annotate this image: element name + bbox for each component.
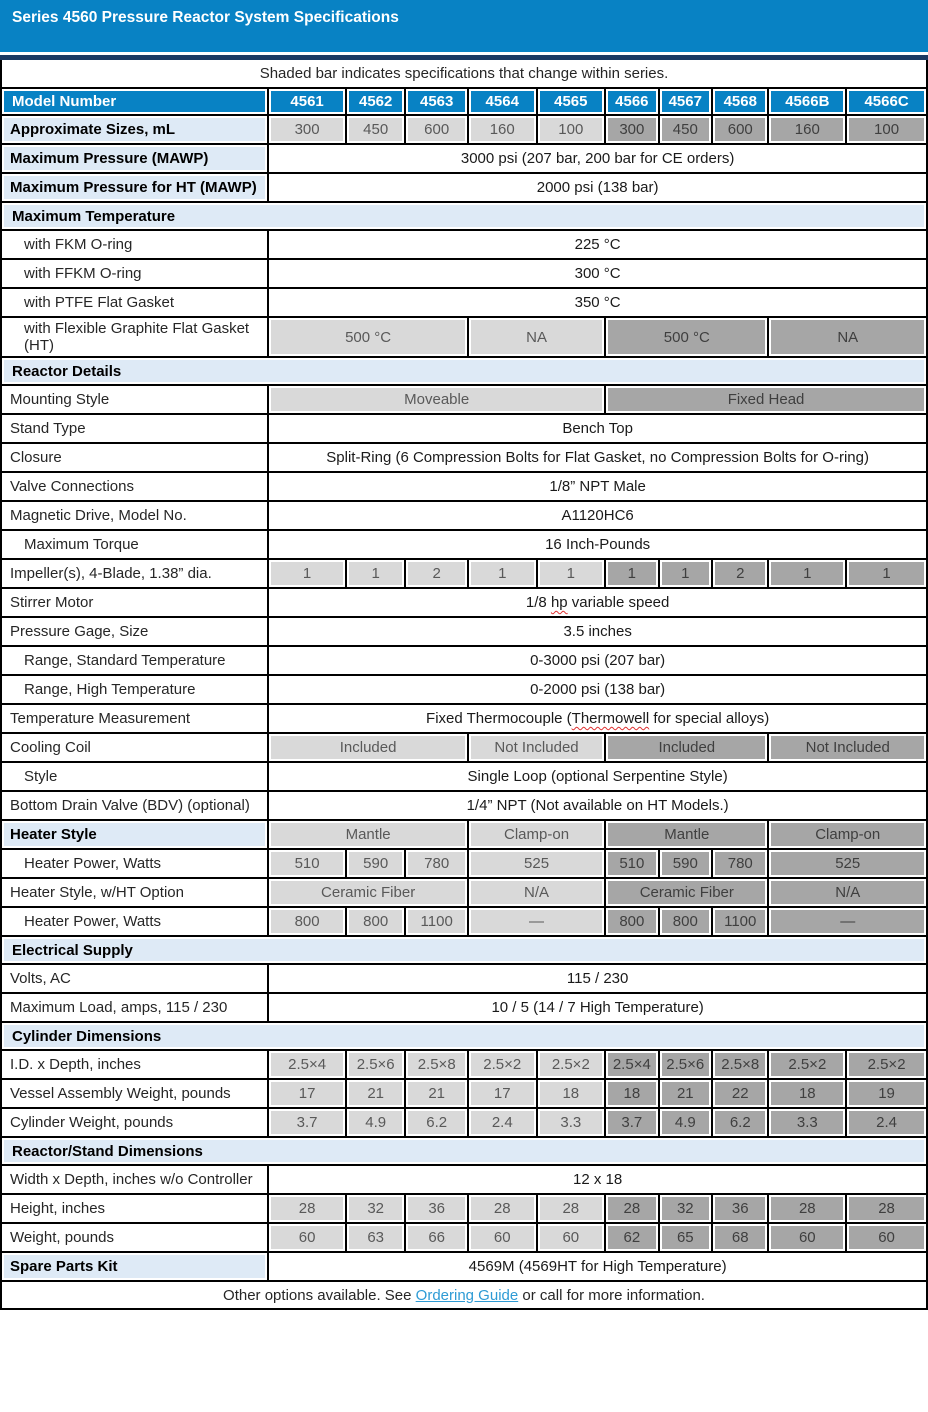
spec-row [1, 849, 927, 878]
model-column-header: 4565 [537, 88, 606, 115]
value-cell: 1/8” NPT Male [268, 472, 927, 501]
value-cell: 160 [768, 115, 846, 144]
section-header: Reactor Details [1, 357, 927, 385]
value-cell: 10 / 5 (14 / 7 High Temperature) [268, 993, 927, 1022]
spec-row [1, 878, 927, 907]
value-cell: — [768, 907, 927, 936]
model-column-header: 4568 [712, 88, 768, 115]
value-cell: 1/4” NPT (Not available on HT Models.) [268, 791, 927, 820]
value-cell: Clamp-on [468, 820, 605, 849]
value-cell: 4.9 [659, 1108, 712, 1137]
model-column-header: 4566B [768, 88, 846, 115]
spec-row [1, 762, 927, 791]
value-cell: 100 [537, 115, 606, 144]
spec-row [1, 230, 927, 259]
spec-row [1, 1194, 927, 1223]
spec-row [1, 1050, 927, 1079]
value-cell: NA [768, 317, 927, 357]
spec-row [1, 993, 927, 1022]
spec-row [1, 907, 927, 936]
row-label: Cylinder Weight, pounds [1, 1108, 268, 1137]
value-cell: 1 [346, 559, 406, 588]
value-cell: 2.4 [846, 1108, 927, 1137]
spec-row [1, 414, 927, 443]
model-column-header: 4561 [268, 88, 346, 115]
value-cell: 500 °C [605, 317, 768, 357]
value-cell: 100 [846, 115, 927, 144]
row-label: Height, inches [1, 1194, 268, 1223]
value-cell: 32 [346, 1194, 406, 1223]
section-row [1, 202, 927, 230]
specifications-table [0, 60, 928, 1310]
value-cell: 1 [605, 559, 658, 588]
value-cell: 300 °C [268, 259, 927, 288]
value-cell: 16 Inch-Pounds [268, 530, 927, 559]
row-label: Bottom Drain Valve (BDV) (optional) [1, 791, 268, 820]
value-cell: 1 [768, 559, 846, 588]
value-cell: 800 [268, 907, 346, 936]
value-cell: 2 [712, 559, 768, 588]
footer-note [1, 1281, 927, 1309]
row-label: Heater Power, Watts [1, 907, 268, 936]
value-cell: Fixed Head [605, 385, 927, 414]
value-cell: 1100 [405, 907, 468, 936]
spec-row [1, 115, 927, 144]
spec-row [1, 501, 927, 530]
value-cell: 18 [768, 1079, 846, 1108]
model-number-header: Model Number [1, 88, 268, 115]
row-label: Cooling Coil [1, 733, 268, 762]
spec-row [1, 317, 927, 357]
spec-row [1, 559, 927, 588]
value-cell: 17 [268, 1079, 346, 1108]
row-label: Mounting Style [1, 385, 268, 414]
row-label: with Flexible Graphite Flat Gasket (HT) [1, 317, 268, 357]
value-cell: 60 [468, 1223, 537, 1252]
value-cell: 450 [346, 115, 406, 144]
value-cell: 2.5×2 [537, 1050, 606, 1079]
value-cell: 21 [346, 1079, 406, 1108]
value-cell: 2.5×4 [268, 1050, 346, 1079]
row-label: Maximum Pressure for HT (MAWP) [1, 173, 268, 202]
row-label: Weight, pounds [1, 1223, 268, 1252]
value-cell: 2.5×6 [346, 1050, 406, 1079]
value-cell: 1/8 hp variable speed [268, 588, 927, 617]
model-column-header: 4567 [659, 88, 712, 115]
spec-row [1, 173, 927, 202]
value-cell: 28 [846, 1194, 927, 1223]
value-cell: 780 [405, 849, 468, 878]
row-label: with PTFE Flat Gasket [1, 288, 268, 317]
value-cell: 66 [405, 1223, 468, 1252]
row-label: Range, Standard Temperature [1, 646, 268, 675]
value-cell: Mantle [268, 820, 468, 849]
row-label: Heater Style, w/HT Option [1, 878, 268, 907]
value-cell: A1120HC6 [268, 501, 927, 530]
value-cell: Bench Top [268, 414, 927, 443]
row-label: Style [1, 762, 268, 791]
footer-row [1, 1281, 927, 1309]
spec-row [1, 288, 927, 317]
value-cell: Single Loop (optional Serpentine Style) [268, 762, 927, 791]
section-header: Electrical Supply [1, 936, 927, 964]
value-cell: 62 [605, 1223, 658, 1252]
value-cell: Included [268, 733, 468, 762]
value-cell: 800 [346, 907, 406, 936]
section-row [1, 357, 927, 385]
spec-row [1, 1165, 927, 1194]
value-cell: 1 [846, 559, 927, 588]
model-column-header: 4564 [468, 88, 537, 115]
spec-row [1, 144, 927, 173]
value-cell: 590 [346, 849, 406, 878]
row-label: Approximate Sizes, mL [1, 115, 268, 144]
value-cell: Not Included [468, 733, 605, 762]
value-cell: 1100 [712, 907, 768, 936]
value-cell: 0-3000 psi (207 bar) [268, 646, 927, 675]
row-label: Heater Power, Watts [1, 849, 268, 878]
value-cell: 225 °C [268, 230, 927, 259]
value-cell: 300 [605, 115, 658, 144]
value-cell: 800 [659, 907, 712, 936]
value-cell: 600 [405, 115, 468, 144]
value-cell: 590 [659, 849, 712, 878]
value-cell: 450 [659, 115, 712, 144]
value-cell: 68 [712, 1223, 768, 1252]
value-cell: 4569M (4569HT for High Temperature) [268, 1252, 927, 1281]
value-cell: 28 [468, 1194, 537, 1223]
value-cell: 6.2 [405, 1108, 468, 1137]
row-label: Volts, AC [1, 964, 268, 993]
value-cell: 115 / 230 [268, 964, 927, 993]
value-cell: 510 [268, 849, 346, 878]
section-row [1, 1137, 927, 1165]
section-row [1, 936, 927, 964]
spellcheck-squiggle: hp [550, 594, 568, 611]
value-cell: 2.5×2 [768, 1050, 846, 1079]
row-label: Maximum Load, amps, 115 / 230 [1, 993, 268, 1022]
section-header: Maximum Temperature [1, 202, 927, 230]
value-cell: 12 x 18 [268, 1165, 927, 1194]
value-cell: 1 [268, 559, 346, 588]
row-label: Width x Depth, inches w/o Controller [1, 1165, 268, 1194]
value-cell: 63 [346, 1223, 406, 1252]
spec-row [1, 733, 927, 762]
value-cell: 600 [712, 115, 768, 144]
ordering-guide-link[interactable]: Ordering Guide [415, 1286, 519, 1304]
value-cell: 1 [468, 559, 537, 588]
row-label: Closure [1, 443, 268, 472]
value-cell: 3000 psi (207 bar, 200 bar for CE orders) [268, 144, 927, 173]
shaded-bar-note: Shaded bar indicates specifications that change within series. [1, 60, 927, 88]
value-cell: 2.5×8 [405, 1050, 468, 1079]
value-cell: 4.9 [346, 1108, 406, 1137]
value-cell: 2.4 [468, 1108, 537, 1137]
value-cell: 28 [605, 1194, 658, 1223]
document-title-bar [0, 0, 928, 52]
value-cell: — [468, 907, 605, 936]
model-column-header: 4562 [346, 88, 406, 115]
value-cell: Included [605, 733, 768, 762]
value-cell: Ceramic Fiber [268, 878, 468, 907]
spec-row [1, 588, 927, 617]
value-cell: 22 [712, 1079, 768, 1108]
row-label: I.D. x Depth, inches [1, 1050, 268, 1079]
section-row [1, 1022, 927, 1050]
value-cell: 0-2000 psi (138 bar) [268, 675, 927, 704]
value-cell: 2.5×2 [846, 1050, 927, 1079]
value-cell: 65 [659, 1223, 712, 1252]
spec-row [1, 1223, 927, 1252]
value-cell: 2.5×2 [468, 1050, 537, 1079]
footer-text-post: or call for more information. [518, 1286, 705, 1304]
model-column-header: 4563 [405, 88, 468, 115]
value-cell: N/A [768, 878, 927, 907]
value-cell: 60 [537, 1223, 606, 1252]
row-label: Stand Type [1, 414, 268, 443]
spec-row [1, 646, 927, 675]
value-cell: Mantle [605, 820, 768, 849]
spellcheck-squiggle: Thermowell [571, 710, 650, 727]
value-cell: Ceramic Fiber [605, 878, 768, 907]
spec-row [1, 820, 927, 849]
value-cell: 160 [468, 115, 537, 144]
row-label: Maximum Torque [1, 530, 268, 559]
spec-row [1, 259, 927, 288]
value-cell: 3.7 [605, 1108, 658, 1137]
spec-row [1, 1108, 927, 1137]
value-cell: Fixed Thermocouple (Thermowell for special alloys) [268, 704, 927, 733]
spec-row [1, 1252, 927, 1281]
row-label: Pressure Gage, Size [1, 617, 268, 646]
spec-row [1, 1079, 927, 1108]
value-cell: 6.2 [712, 1108, 768, 1137]
spec-row [1, 964, 927, 993]
value-cell: NA [468, 317, 605, 357]
value-cell: 500 °C [268, 317, 468, 357]
value-cell: 525 [768, 849, 927, 878]
value-cell: 28 [768, 1194, 846, 1223]
model-column-header: 4566 [605, 88, 658, 115]
row-label: Impeller(s), 4-Blade, 1.38” dia. [1, 559, 268, 588]
value-cell: Split-Ring (6 Compression Bolts for Flat Gasket, no Compression Bolts for O-ring) [268, 443, 927, 472]
value-cell: 780 [712, 849, 768, 878]
section-header: Cylinder Dimensions [1, 1022, 927, 1050]
row-label: Heater Style [1, 820, 268, 849]
value-cell: 2.5×6 [659, 1050, 712, 1079]
value-cell: 18 [605, 1079, 658, 1108]
row-label: Vessel Assembly Weight, pounds [1, 1079, 268, 1108]
value-cell: Clamp-on [768, 820, 927, 849]
page-title: Series 4560 Pressure Reactor System Specifications [12, 9, 399, 26]
value-cell: 800 [605, 907, 658, 936]
value-cell: Moveable [268, 385, 605, 414]
row-label: Range, High Temperature [1, 675, 268, 704]
value-cell: 36 [405, 1194, 468, 1223]
value-cell: 3.7 [268, 1108, 346, 1137]
value-cell: 21 [405, 1079, 468, 1108]
value-cell: 3.5 inches [268, 617, 927, 646]
spec-row [1, 443, 927, 472]
model-column-header: 4566C [846, 88, 927, 115]
value-cell: 300 [268, 115, 346, 144]
value-cell: 1 [659, 559, 712, 588]
value-cell: 18 [537, 1079, 606, 1108]
value-cell: N/A [468, 878, 605, 907]
value-cell: 21 [659, 1079, 712, 1108]
value-cell: 60 [268, 1223, 346, 1252]
row-label: Maximum Pressure (MAWP) [1, 144, 268, 173]
spec-row [1, 617, 927, 646]
value-cell: Not Included [768, 733, 927, 762]
spec-row [1, 704, 927, 733]
section-header: Reactor/Stand Dimensions [1, 1137, 927, 1165]
spec-row [1, 385, 927, 414]
value-cell: 28 [268, 1194, 346, 1223]
row-label: with FFKM O-ring [1, 259, 268, 288]
spec-row [1, 675, 927, 704]
value-cell: 36 [712, 1194, 768, 1223]
value-cell: 28 [537, 1194, 606, 1223]
value-cell: 2000 psi (138 bar) [268, 173, 927, 202]
value-cell: 3.3 [537, 1108, 606, 1137]
spec-row [1, 791, 927, 820]
value-cell: 17 [468, 1079, 537, 1108]
row-label: Valve Connections [1, 472, 268, 501]
row-label: Stirrer Motor [1, 588, 268, 617]
value-cell: 3.3 [768, 1108, 846, 1137]
row-label: Magnetic Drive, Model No. [1, 501, 268, 530]
row-label: Temperature Measurement [1, 704, 268, 733]
value-cell: 60 [768, 1223, 846, 1252]
value-cell: 510 [605, 849, 658, 878]
value-cell: 32 [659, 1194, 712, 1223]
value-cell: 2 [405, 559, 468, 588]
value-cell: 19 [846, 1079, 927, 1108]
value-cell: 60 [846, 1223, 927, 1252]
model-number-header-row [1, 88, 927, 115]
value-cell: 350 °C [268, 288, 927, 317]
footer-text-pre: Other options available. See [223, 1286, 416, 1304]
value-cell: 525 [468, 849, 605, 878]
value-cell: 2.5×4 [605, 1050, 658, 1079]
spec-row [1, 472, 927, 501]
row-label: Spare Parts Kit [1, 1252, 268, 1281]
spec-row [1, 530, 927, 559]
value-cell: 2.5×8 [712, 1050, 768, 1079]
row-label: with FKM O-ring [1, 230, 268, 259]
value-cell: 1 [537, 559, 606, 588]
